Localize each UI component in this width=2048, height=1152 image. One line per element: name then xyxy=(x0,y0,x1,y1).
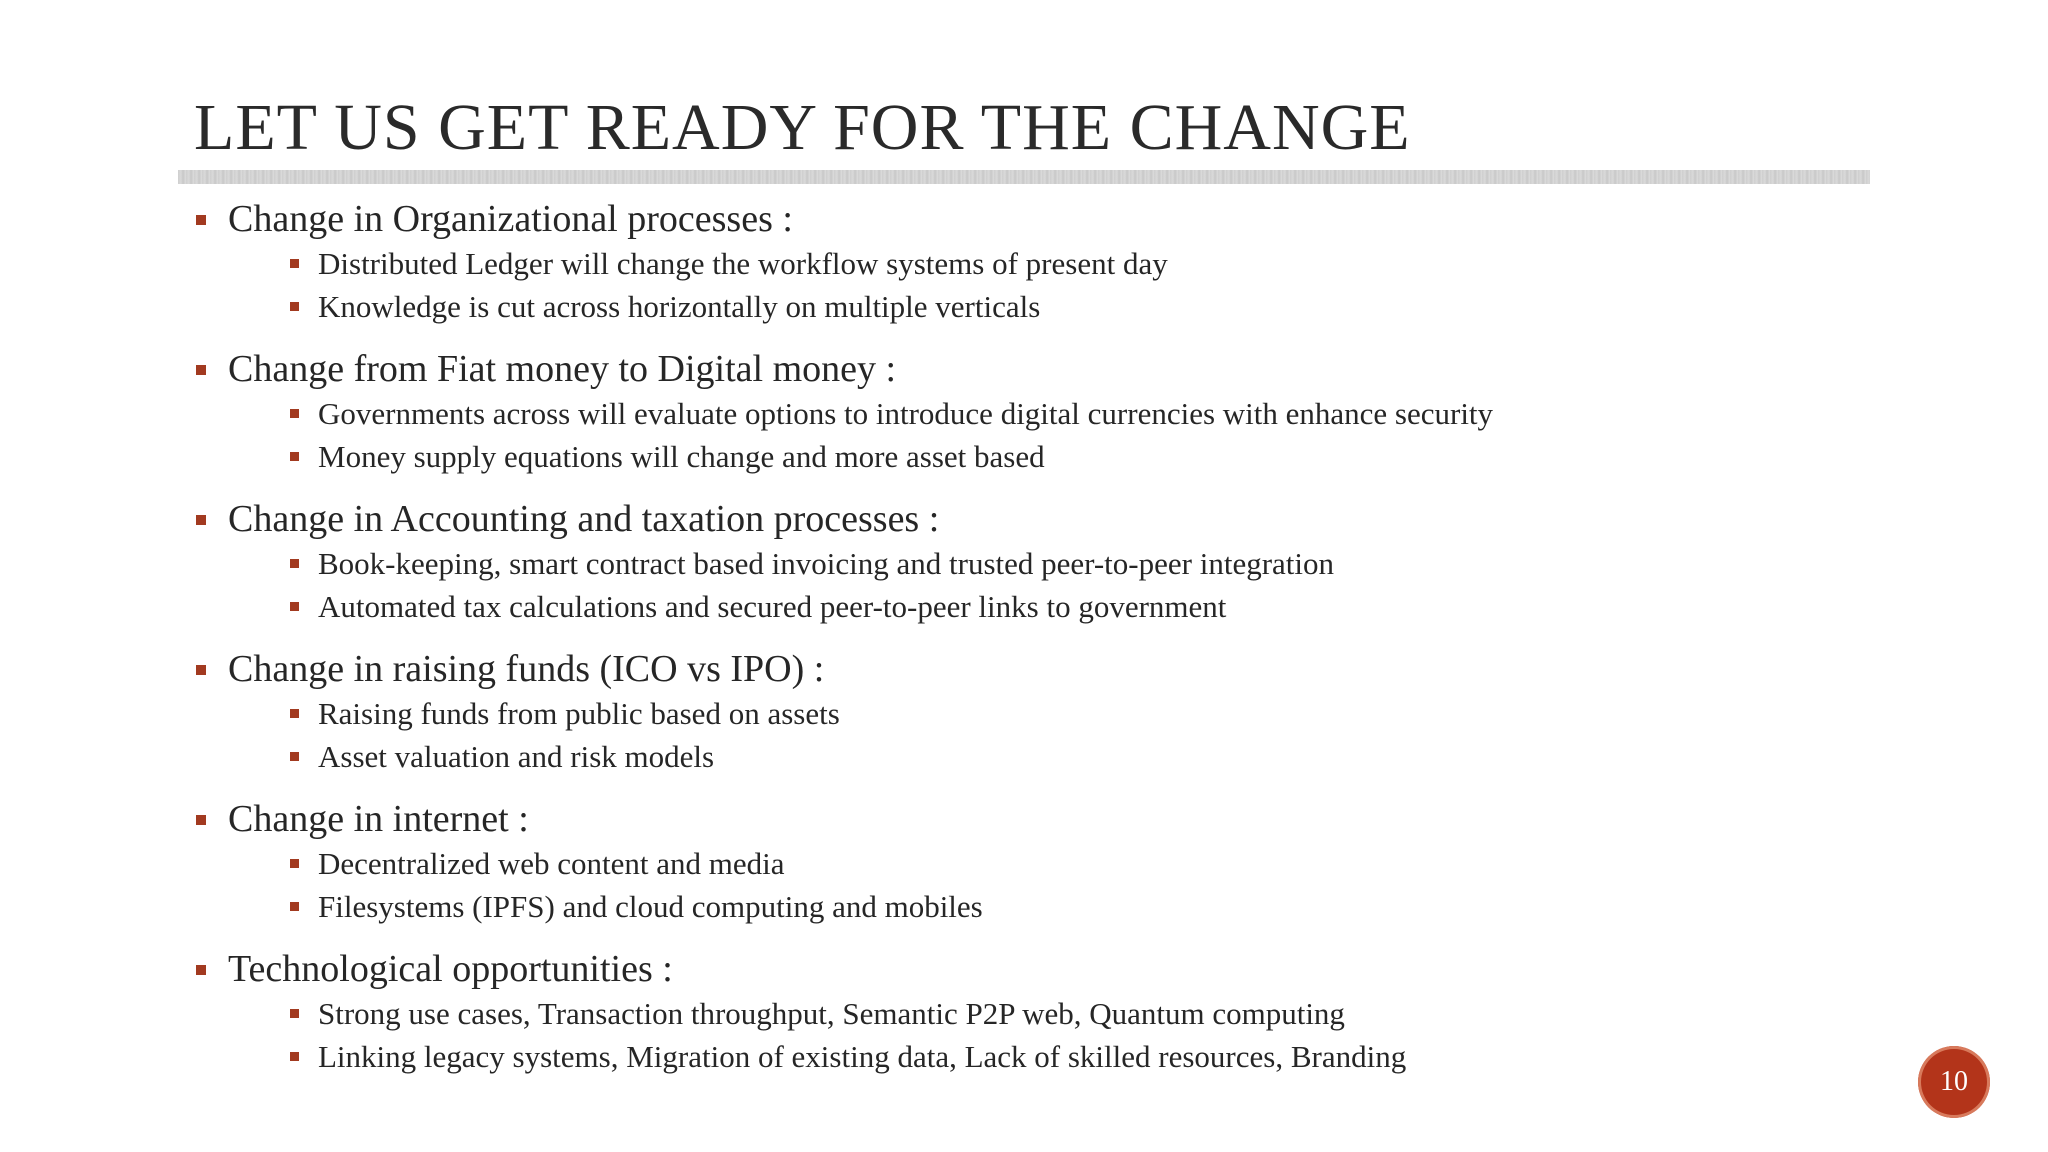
square-bullet-icon xyxy=(290,409,299,418)
sub-bullet: Book-keeping, smart contract based invoicing and trusted peer-to-peer integration xyxy=(190,542,1850,585)
square-bullet-icon xyxy=(196,515,206,525)
section-tech-opportunities xyxy=(190,946,1850,1078)
square-bullet-icon xyxy=(290,1052,299,1061)
slide-title: LET US GET READY FOR THE CHANGE xyxy=(194,91,1411,164)
square-bullet-icon xyxy=(196,965,206,975)
sub-bullet: Automated tax calculations and secured peer-to-peer links to government xyxy=(190,585,1850,628)
square-bullet-icon xyxy=(290,559,299,568)
sub-bullet: Raising funds from public based on assets xyxy=(190,692,1850,735)
square-bullet-icon xyxy=(290,859,299,868)
square-bullet-icon xyxy=(290,1009,299,1018)
square-bullet-icon xyxy=(290,752,299,761)
square-bullet-icon xyxy=(290,602,299,611)
section-organizational xyxy=(190,196,1850,328)
square-bullet-icon xyxy=(196,365,206,375)
sub-bullet: Money supply equations will change and more asset based xyxy=(190,435,1850,478)
section-heading: Change from Fiat money to Digital money : xyxy=(190,346,1850,392)
sub-bullet: Strong use cases, Transaction throughput, Semantic P2P web, Quantum computing xyxy=(190,992,1850,1035)
sub-bullet: Asset valuation and risk models xyxy=(190,735,1850,778)
section-accounting xyxy=(190,496,1850,628)
sub-bullet: Decentralized web content and media xyxy=(190,842,1850,885)
sub-bullet: Linking legacy systems, Migration of existing data, Lack of skilled resources, Branding xyxy=(190,1035,1850,1078)
section-heading: Change in internet : xyxy=(190,796,1850,842)
section-heading: Change in Accounting and taxation processes : xyxy=(190,496,1850,542)
sub-bullet: Filesystems (IPFS) and cloud computing and mobiles xyxy=(190,885,1850,928)
square-bullet-icon xyxy=(290,709,299,718)
square-bullet-icon xyxy=(290,302,299,311)
title-divider xyxy=(178,170,1870,184)
section-internet xyxy=(190,796,1850,928)
square-bullet-icon xyxy=(196,665,206,675)
square-bullet-icon xyxy=(290,452,299,461)
page-number-badge: 10 xyxy=(1918,1046,1990,1118)
square-bullet-icon xyxy=(196,815,206,825)
bullet-list xyxy=(190,196,1850,1096)
square-bullet-icon xyxy=(290,259,299,268)
square-bullet-icon xyxy=(290,902,299,911)
sub-bullet: Distributed Ledger will change the workflow systems of present day xyxy=(190,242,1850,285)
sub-bullet: Governments across will evaluate options to introduce digital currencies with enhance security xyxy=(190,392,1850,435)
section-digital-money xyxy=(190,346,1850,478)
sub-bullet: Knowledge is cut across horizontally on multiple verticals xyxy=(190,285,1850,328)
square-bullet-icon xyxy=(196,215,206,225)
section-heading: Change in Organizational processes : xyxy=(190,196,1850,242)
section-raising-funds xyxy=(190,646,1850,778)
section-heading: Technological opportunities : xyxy=(190,946,1850,992)
section-heading: Change in raising funds (ICO vs IPO) : xyxy=(190,646,1850,692)
